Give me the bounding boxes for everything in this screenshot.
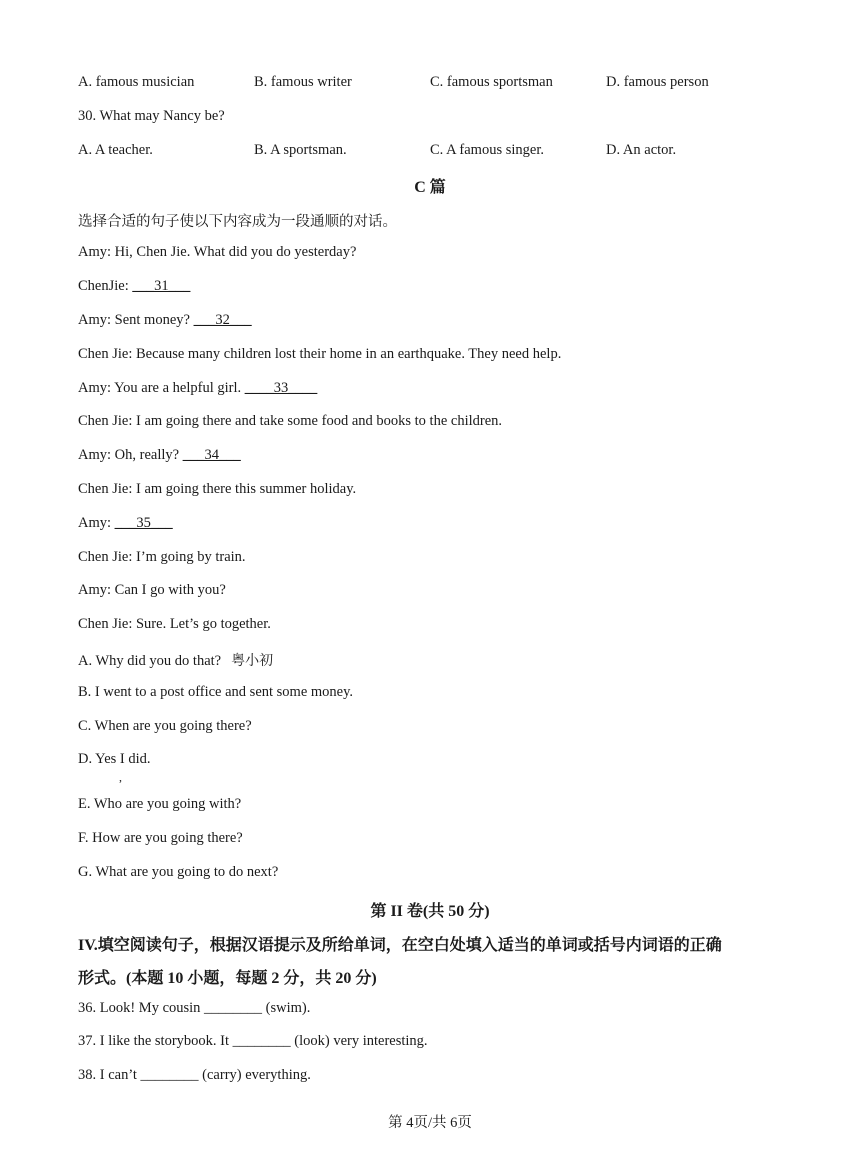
choice-c: C. When are you going there? — [78, 718, 252, 734]
choice-e: E. Who are you going with? — [78, 796, 242, 812]
dialogue-line: Amy: Can I go with you? — [78, 582, 226, 598]
part-two-title: 第 II 卷(共 50 分) — [370, 903, 490, 920]
answer-blank-31: ___31___ — [132, 278, 191, 294]
section-iv-heading-cont: 形式。(本题 10 小题，每题 2 分，共 20 分) — [78, 970, 377, 987]
q30-option-d: D. An actor. — [606, 142, 677, 158]
stray-comma-mark: , — [119, 770, 122, 784]
section-c-instruction: 选择合适的句子使以下内容成为一段通顺的对话。 — [78, 214, 397, 230]
section-iv-heading: IV.填空阅读句子，根据汉语提示及所给单词，在空白处填入适当的单词或括号内词语的正确 — [78, 937, 722, 954]
answer-blank-34: ___34___ — [182, 447, 241, 463]
dialogue-speaker: Amy: Oh, really? — [78, 447, 183, 463]
q30-question: 30. What may Nancy be? — [78, 108, 225, 124]
answer-blank-32: ___32___ — [193, 312, 252, 328]
dialogue-line: Chen Jie: Sure. Let’s go together. — [78, 616, 271, 632]
page-footer: 第 4页/共 6页 — [388, 1115, 472, 1131]
watermark-stamp: 粤小初 — [231, 653, 274, 669]
q29-option-a: A. famous musician — [78, 74, 195, 90]
q30-option-a: A. A teacher. — [78, 142, 153, 158]
dialogue-line — [78, 380, 317, 397]
choice-d: D. Yes I did. — [78, 751, 151, 767]
q30-option-c: C. A famous singer. — [430, 142, 544, 158]
choice-g: G. What are you going to do next? — [78, 864, 279, 880]
question-38: 38. I can’t ________ (carry) everything. — [78, 1067, 311, 1083]
dialogue-speaker: ChenJie: — [78, 278, 133, 294]
q29-option-d: D. famous person — [606, 74, 709, 90]
choice-f: F. How are you going there? — [78, 830, 243, 846]
question-36: 36. Look! My cousin ________ (swim). — [78, 1000, 311, 1016]
q29-option-b: B. famous writer — [254, 74, 352, 90]
dialogue-speaker: Amy: — [78, 515, 115, 531]
dialogue-line — [78, 312, 252, 329]
dialogue-line: Chen Jie: Because many children lost their home in an earthquake. They need help. — [78, 346, 562, 362]
dialogue-line: Amy: Hi, Chen Jie. What did you do yesterday? — [78, 244, 357, 260]
dialogue-line — [78, 447, 241, 464]
q30-option-b: B. A sportsman. — [254, 142, 347, 158]
dialogue-line — [78, 515, 173, 532]
section-c-title: C 篇 — [414, 179, 446, 196]
q29-option-c: C. famous sportsman — [430, 74, 553, 90]
choice-b: B. I went to a post office and sent some money. — [78, 684, 354, 700]
choice-a — [78, 650, 273, 670]
dialogue-line — [78, 278, 190, 295]
dialogue-line: Chen Jie: I am going there and take some food and books to the children. — [78, 413, 503, 429]
choice-text: A. Why did you do that? — [78, 653, 222, 669]
answer-blank-35: ___35___ — [114, 515, 173, 531]
dialogue-line: Chen Jie: I am going there this summer holiday. — [78, 481, 357, 497]
dialogue-line: Chen Jie: I’m going by train. — [78, 549, 246, 565]
question-37: 37. I like the storybook. It ________ (look) very interesting. — [78, 1033, 428, 1049]
dialogue-speaker: Amy: Sent money? — [78, 312, 194, 328]
dialogue-speaker: Amy: You are a helpful girl. — [78, 380, 245, 396]
answer-blank-33: ____33____ — [244, 380, 318, 396]
